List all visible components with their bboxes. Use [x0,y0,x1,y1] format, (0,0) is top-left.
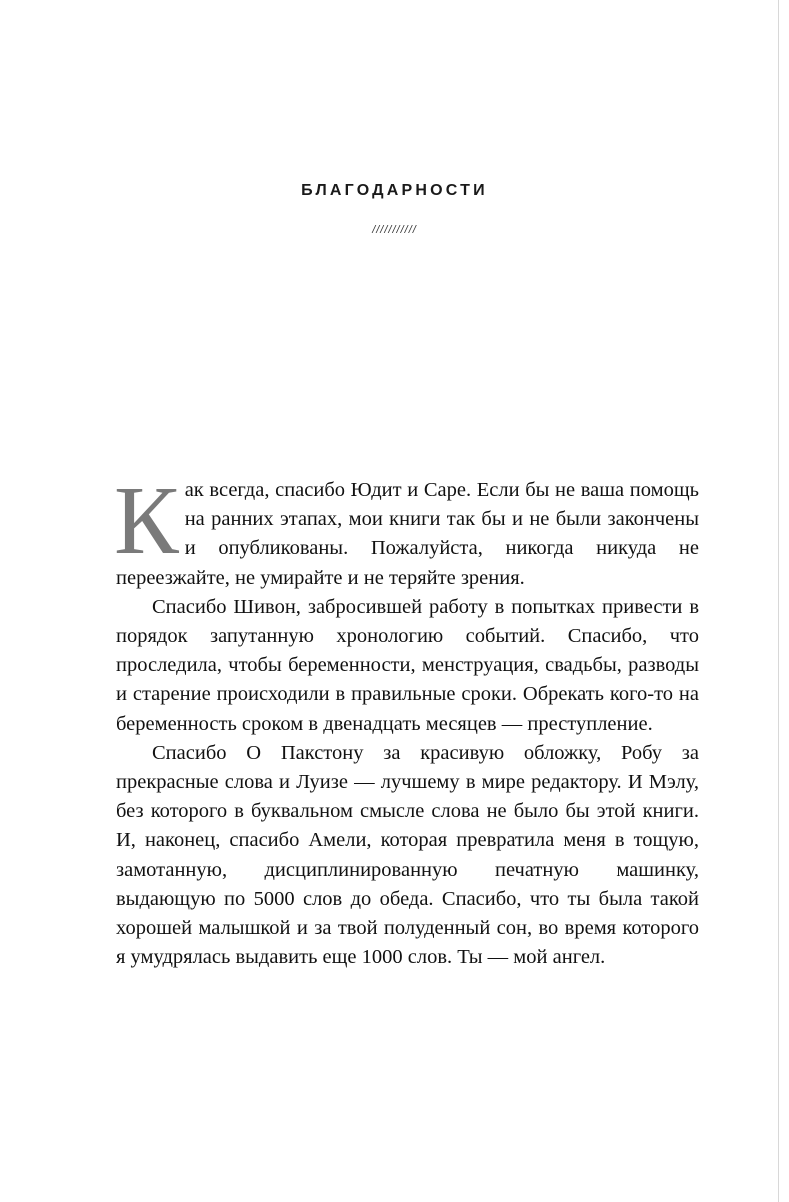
section-heading: БЛАГОДАРНОСТИ [301,182,488,199]
heading-ornament: /////////// [372,224,417,236]
paragraph-1 [114,467,699,593]
paragraph-1-text: ак всегда, спасибо Юдит и Саре. Если бы не ваша помощь на ранних этапах, мои книги так бы и не были закончены и опубликованы. Пожалуйста, никогда никуда не переезжайте, не умирайте и не теряйте зрения. [116,479,699,589]
paragraph-2: Спасибо Шивон, забросившей работу в попытках привести в порядок запутанную хронологию событий. Спасибо, что проследила, чтобы беременности, менструация, свадьбы, разводы и старение происходили в правильные сроки. Обрекать кого-то на беременность сроком в двенадцать месяцев — преступление. [116,595,699,735]
page-edge-divider [778,0,779,1202]
drop-cap: К [114,467,179,574]
paragraph-3: Спасибо О Пакстону за красивую обложку, Робу за прекрасные слова и Луизе — лучшему в мире редактору. И Мэлу, без которого в буквальном смысле слова не было бы этой книги. И, наконец, спасибо Амели, которая превратила меня в тощую, замотанную, дисциплинированную печатную машинку, выдающую по 5000 слов до обеда. Спасибо, что ты была такой хорошей малышкой и за твой полуденный сон, во время которого я умудрялась выдавить еще 1000 слов. Ты — мой ангел. [116,741,699,969]
acknowledgements-body [114,467,699,972]
